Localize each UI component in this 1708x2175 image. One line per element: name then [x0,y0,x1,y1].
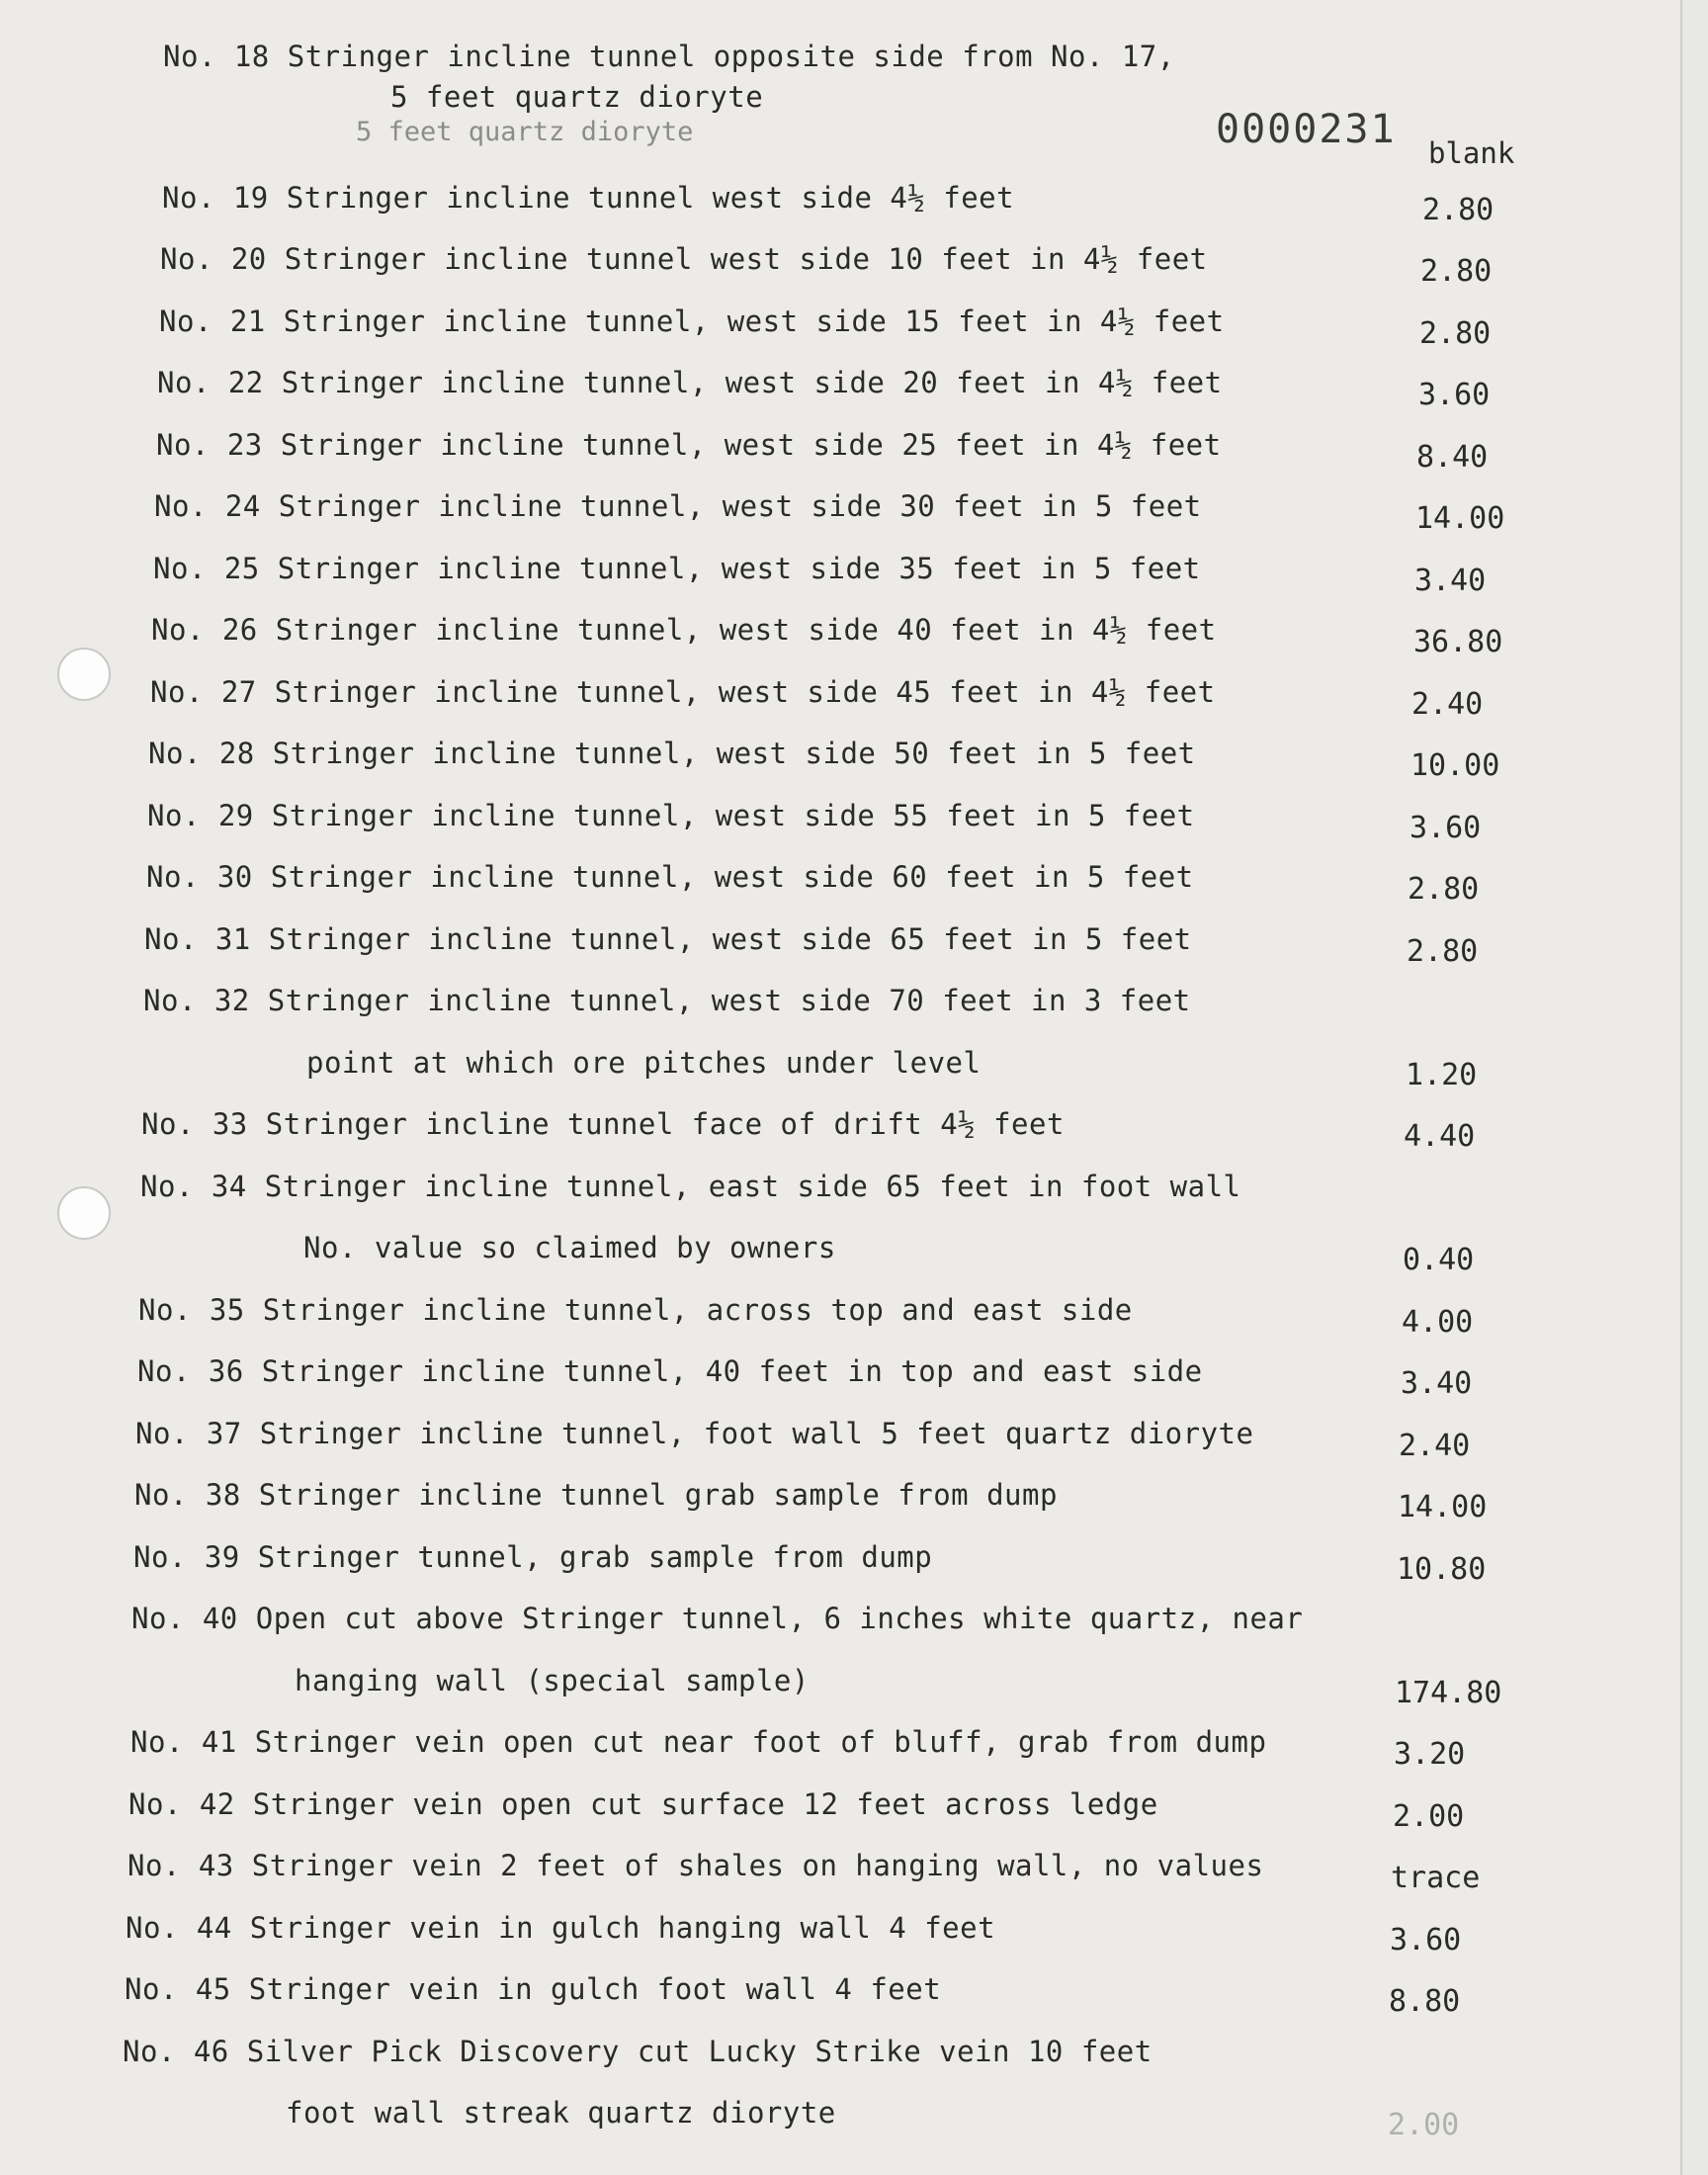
sample-value: 2.00 [1388,2108,1460,2142]
sample-number: No. 21 [159,304,266,338]
sample-number: No. 44 [126,1910,232,1945]
sample-value: 14.00 [1415,501,1505,536]
sample-value: 2.40 [1411,686,1484,722]
sample-value: 0.40 [1403,1243,1475,1277]
sample-entry [143,984,1191,1017]
sample-number: No. 18 [163,40,270,73]
sample-entry [135,1417,1253,1450]
sample-entry [154,489,1202,523]
sample-description: Stringer vein 2 feet of shales on hanging wall, no values [251,1849,1264,1882]
sample-description: Stringer incline tunnel, east side 65 feet in foot wall [264,1169,1241,1203]
sample-description: Stringer incline tunnel, west side 40 feet in 4½ feet [275,613,1217,647]
sample-entry [146,860,1194,894]
sample-description: Open cut above Stringer tunnel, 6 inches white quartz, near [255,1602,1304,1635]
sample-description: Stringer vein open cut near foot of bluff, grab from dump [254,1725,1267,1759]
sample-description: Stringer incline tunnel, west side 20 feet in 4½ feet [281,366,1223,399]
sample-number: No. 20 [160,242,267,276]
sample-entry [159,304,1225,338]
sample-number: No. 27 [150,674,257,709]
sample-value: 2.80 [1419,315,1492,351]
sample-entry [128,1787,1158,1821]
sample-number: No. 31 [144,921,251,956]
sample-value: 1.20 [1406,1057,1478,1092]
sample-entry [147,799,1195,832]
sample-value: 3.60 [1418,378,1491,412]
sample-value: 3.60 [1390,1922,1462,1958]
sample-value: 36.80 [1413,625,1503,659]
sample-description: Stringer incline tunnel west side 10 feet in 4½ feet [284,242,1208,276]
sample-description: Silver Pick Discovery cut Lucky Strike vein 10 feet [246,2034,1153,2068]
sample-value: 2.40 [1399,1428,1471,1463]
sample-number: No. 43 [128,1849,234,1882]
sample-value: 10.00 [1410,748,1500,783]
sample-value: 4.00 [1402,1304,1474,1340]
sample-value: 2.80 [1422,192,1494,227]
binder-hole-bottom [57,1186,111,1240]
sample-description-continued: No. value so claimed by owners [303,1231,836,1264]
sample-entry [144,922,1192,956]
sample-value: 4.40 [1404,1119,1476,1154]
value-column-header: blank [1428,136,1515,170]
sample-description: Stringer incline tunnel, west side 30 feet in 5 feet [278,489,1202,523]
sample-number: No. 19 [162,180,269,215]
sample-description: Stringer incline tunnel, west side 55 feet in 5 feet [271,798,1195,832]
sample-entry [151,613,1217,647]
sample-number: No. 25 [153,551,260,585]
sample-description: Stringer incline tunnel, west side 65 feet in 5 feet [268,921,1192,956]
sample-description: Stringer vein open cut surface 12 feet across ledge [252,1786,1158,1821]
sample-number: No. 34 [140,1169,247,1203]
sample-number: No. 30 [146,860,253,894]
sample-description: Stringer vein in gulch hanging wall 4 feet [249,1910,996,1945]
sample-value: 10.80 [1397,1551,1487,1587]
sample-entry [141,1107,1065,1141]
sample-value: 8.40 [1416,439,1489,475]
sample-entry [156,428,1222,462]
sample-value: 3.40 [1401,1366,1473,1401]
sample-description: Stringer incline tunnel, west side 15 feet in 4½ feet [283,304,1225,338]
sample-entry [148,737,1196,770]
sample-description: Stringer incline tunnel, west side 50 feet in 5 feet [272,737,1196,770]
sample-description: Stringer incline tunnel face of drift 4½ feet [265,1107,1065,1141]
sample-number: No. 40 [131,1602,238,1635]
sample-description: Stringer incline tunnel, west side 35 feet in 5 feet [277,551,1201,585]
sample-description-continued: point at which ore pitches under level [306,1045,982,1080]
sample-description-continued: 5 feet quartz dioryte [390,79,764,114]
sample-number: No. 22 [157,366,264,399]
sample-description: Stringer incline tunnel, 40 feet in top and east side [261,1354,1203,1388]
document-stamp-number: 0000231 [1216,107,1397,152]
sample-number: No. 39 [133,1539,240,1574]
sample-number: No. 23 [156,427,263,462]
sample-value: 174.80 [1395,1675,1502,1710]
sample-number: No. 45 [125,1972,231,2006]
sample-description-continued: hanging wall (special sample) [295,1663,810,1697]
sample-entry [160,242,1208,276]
sample-value: 2.80 [1408,872,1480,907]
sample-description-continued: foot wall streak quartz dioryte [286,2096,836,2130]
sample-number: No. 24 [154,489,261,523]
sample-value: 2.00 [1393,1798,1465,1834]
sample-number: No. 28 [148,737,255,770]
sample-description: Stringer tunnel, grab sample from dump [257,1539,933,1574]
sample-value: 14.00 [1398,1490,1488,1524]
sample-entry [153,552,1201,585]
sample-number: No. 37 [135,1416,242,1450]
sample-description: Stringer incline tunnel grab sample from dump [258,1478,1058,1512]
sample-number: No. 29 [147,798,254,832]
sample-entry [130,1725,1266,1759]
sample-value: 8.80 [1389,1984,1461,2019]
sample-value: 3.60 [1409,810,1482,845]
sample-description: Stringer incline tunnel, west side 25 feet in 4½ feet [280,427,1222,462]
sample-entry [134,1478,1058,1512]
binder-hole-top [57,648,111,701]
sample-number: No. 33 [141,1107,248,1141]
sample-entry [126,1911,995,1945]
sample-number: No. 38 [134,1478,241,1512]
sample-entry [157,366,1223,399]
sample-number: No. 35 [138,1292,245,1327]
sample-entry [163,40,1175,73]
sample-entry [140,1170,1241,1203]
sample-description: Stringer incline tunnel, west side 60 feet in 5 feet [270,860,1194,894]
sample-number: No. 36 [137,1354,244,1388]
sample-entry [138,1293,1133,1327]
sample-number: No. 32 [143,984,250,1017]
sample-number: No. 26 [151,613,258,647]
sample-entry [131,1602,1303,1635]
sample-description: Stringer incline tunnel, foot wall 5 feet quartz dioryte [259,1416,1254,1450]
sample-entry [123,2035,1153,2068]
show-through-text: 5 feet quartz dioryte [356,117,694,147]
sample-description: Stringer vein in gulch foot wall 4 feet [248,1972,942,2006]
sample-value: 3.40 [1414,563,1487,598]
sample-entry [150,675,1216,709]
sample-value: trace [1391,1861,1481,1895]
sample-description: Stringer incline tunnel, west side 70 feet in 3 feet [267,984,1191,1017]
sample-entry [128,1849,1263,1882]
sample-number: No. 41 [130,1725,237,1759]
sample-value: 2.80 [1420,254,1493,289]
sample-entry [125,1972,941,2006]
sample-number: No. 42 [128,1786,235,1821]
sample-value: 3.20 [1394,1737,1466,1772]
sample-entry [162,181,1014,215]
sample-description: Stringer incline tunnel, across top and east side [262,1292,1133,1327]
sample-description: Stringer incline tunnel, west side 45 feet in 4½ feet [274,674,1216,709]
sample-description: Stringer incline tunnel west side 4½ feet [286,180,1015,215]
sample-entry [133,1540,932,1574]
sample-number: No. 46 [123,2034,229,2068]
sample-description: Stringer incline tunnel opposite side from No. 17, [287,40,1175,73]
sample-entry [137,1354,1203,1388]
sample-value: 2.80 [1407,933,1479,969]
